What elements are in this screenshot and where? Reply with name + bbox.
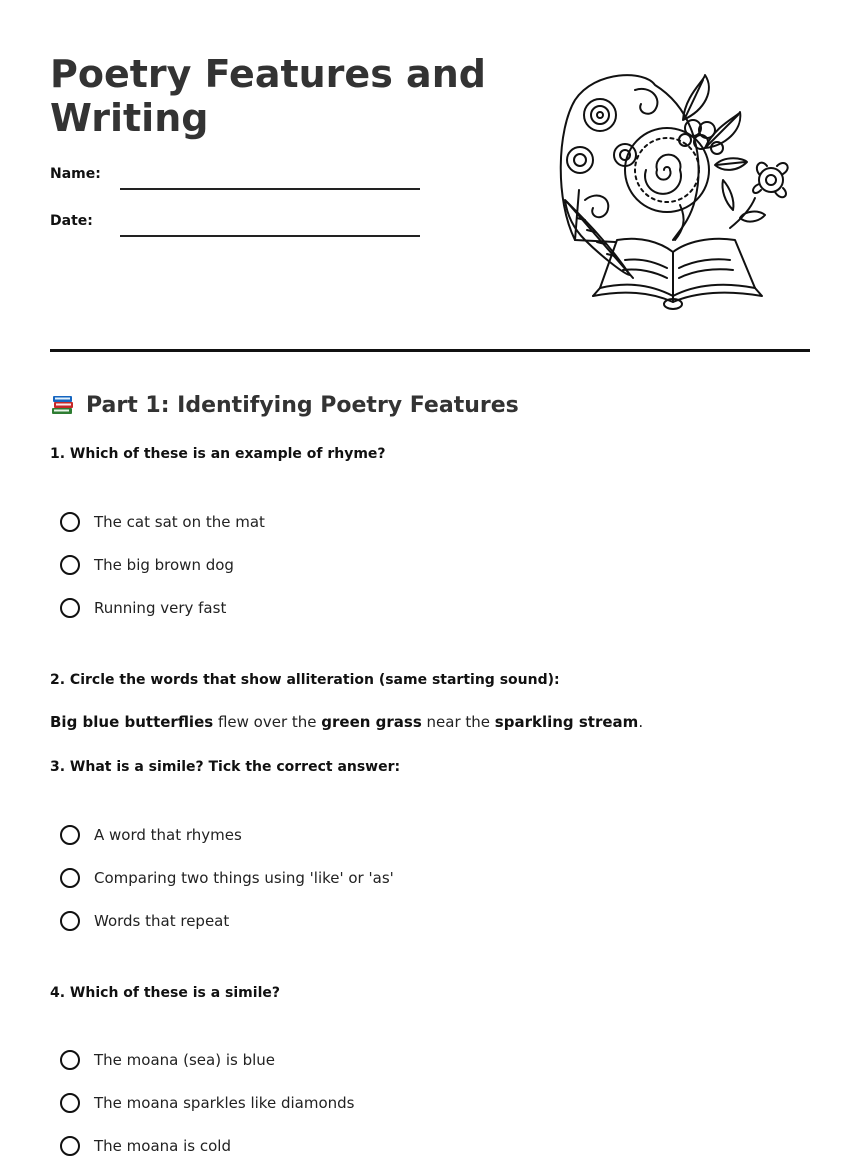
q1-option-3[interactable] — [60, 595, 226, 621]
option-label: A word that rhymes — [94, 826, 242, 844]
sentence-part-2: flew over the — [213, 713, 322, 731]
sentence-part-5[interactable]: sparkling stream — [494, 713, 639, 731]
question-3: 3. What is a simile? Tick the correct answer: — [50, 759, 401, 775]
option-label: The moana (sea) is blue — [94, 1051, 275, 1069]
name-label: Name: — [50, 166, 101, 182]
option-label: The cat sat on the mat — [94, 513, 265, 531]
sentence-part-6: . — [638, 713, 644, 731]
book-quill-flower-illustration — [555, 70, 800, 312]
part1-heading — [50, 390, 519, 420]
option-label: The moana is cold — [94, 1137, 231, 1155]
radio-button[interactable] — [60, 1093, 80, 1113]
radio-button[interactable] — [60, 911, 80, 931]
sentence-part-1[interactable]: Big blue butterflies — [50, 713, 214, 731]
q1-option-2[interactable] — [60, 552, 234, 578]
q3-option-2[interactable] — [60, 865, 394, 891]
option-label: The moana sparkles like diamonds — [94, 1094, 355, 1112]
radio-button[interactable] — [60, 1136, 80, 1156]
section-title: Part 1: Identifying Poetry Features — [86, 392, 519, 418]
sentence-part-4: near the — [421, 713, 495, 731]
option-label: The big brown dog — [94, 556, 234, 574]
question-1: 1. Which of these is an example of rhyme? — [50, 446, 386, 462]
q3-option-1[interactable] — [60, 822, 242, 848]
q4-option-3[interactable] — [60, 1133, 231, 1159]
radio-button[interactable] — [60, 512, 80, 532]
question-2: 2. Circle the words that show alliteration (same starting sound): — [50, 672, 560, 688]
books-icon — [50, 392, 76, 418]
option-label: Comparing two things using 'like' or 'as' — [94, 869, 394, 887]
radio-button[interactable] — [60, 1050, 80, 1070]
option-label: Running very fast — [94, 599, 227, 617]
name-field — [50, 166, 430, 196]
date-label: Date: — [50, 213, 93, 229]
radio-button[interactable] — [60, 825, 80, 845]
section-divider — [50, 349, 810, 352]
q4-option-1[interactable] — [60, 1047, 275, 1073]
alliteration-sentence — [50, 713, 643, 731]
date-line[interactable] — [120, 235, 420, 237]
sentence-part-3[interactable]: green grass — [321, 713, 422, 731]
page-title: Poetry Features and Writing — [50, 52, 486, 140]
name-line[interactable] — [120, 188, 420, 190]
q1-option-1[interactable] — [60, 509, 265, 535]
q3-option-3[interactable] — [60, 908, 229, 934]
radio-button[interactable] — [60, 598, 80, 618]
q4-option-2[interactable] — [60, 1090, 354, 1116]
option-label: Words that repeat — [94, 912, 230, 930]
worksheet-page — [50, 0, 810, 1161]
date-field — [50, 213, 430, 243]
radio-button[interactable] — [60, 555, 80, 575]
radio-button[interactable] — [60, 868, 80, 888]
question-4: 4. Which of these is a simile? — [50, 985, 280, 1001]
